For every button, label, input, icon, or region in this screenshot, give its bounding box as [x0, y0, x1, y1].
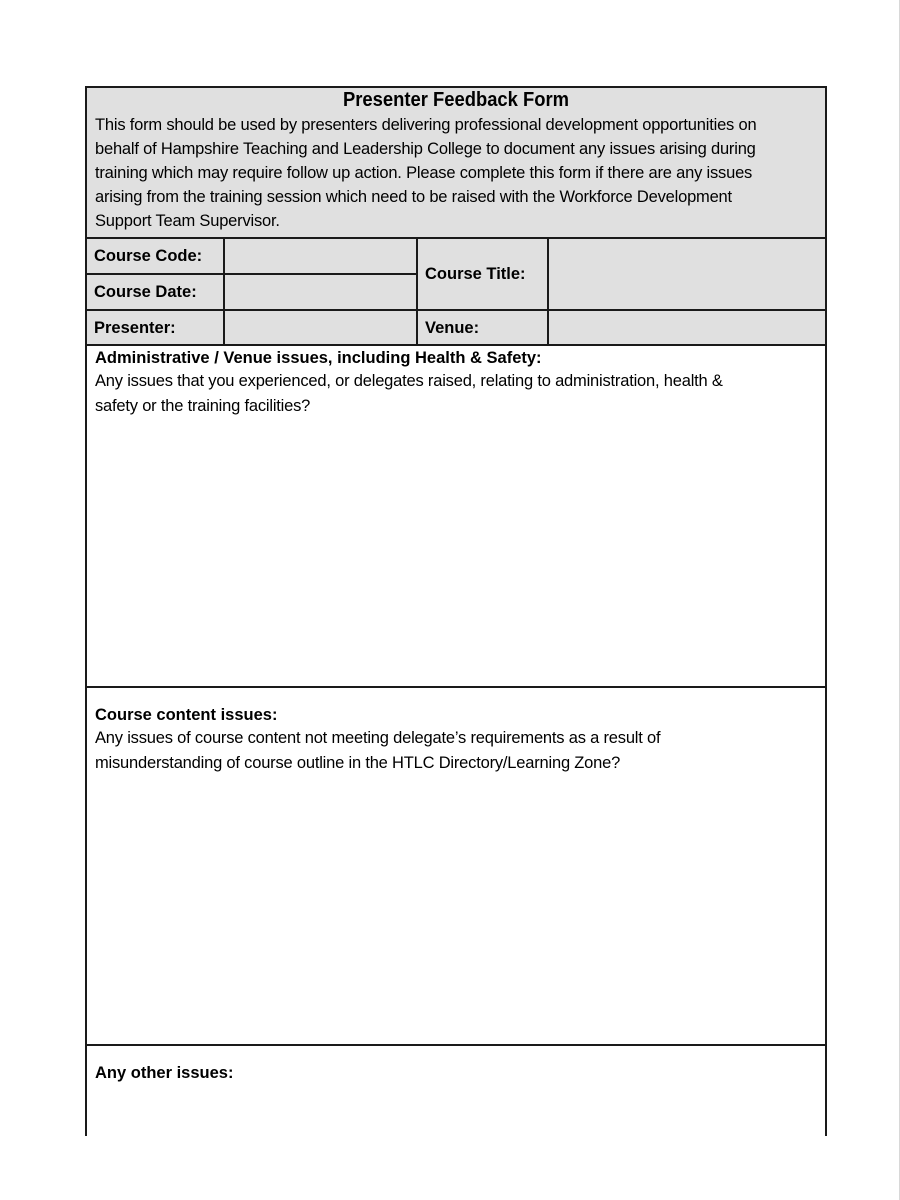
section-heading: Course content issues: [95, 706, 278, 724]
admin-venue-issues-section[interactable] [87, 346, 825, 688]
section-heading: Administrative / Venue issues, including Health & Safety: [95, 349, 542, 367]
instructions-line: arising from the training session which need to be raised with the Workforce Development [95, 188, 732, 206]
instructions-line: behalf of Hampshire Teaching and Leadership College to document any issues arising during [95, 140, 756, 158]
instructions-line: Support Team Supervisor. [95, 212, 280, 230]
prompt-line: misunderstanding of course outline in the HTLC Directory/Learning Zone? [95, 754, 621, 772]
course-info-grid [87, 239, 825, 346]
course-title-field[interactable] [550, 239, 825, 309]
grid-divider [87, 273, 418, 275]
other-issues-section[interactable] [87, 1046, 825, 1136]
venue-field[interactable] [550, 311, 825, 346]
grid-divider [416, 239, 418, 346]
feedback-form [85, 86, 827, 1136]
section-prompt [95, 369, 817, 419]
grid-divider [223, 239, 225, 346]
grid-divider [547, 239, 549, 346]
form-instructions [95, 113, 817, 233]
course-date-field[interactable] [225, 275, 417, 310]
course-code-label: Course Code: [94, 247, 203, 265]
section-prompt [95, 726, 817, 776]
course-title-label: Course Title: [425, 264, 526, 283]
form-title: Presenter Feedback Form [342, 89, 570, 111]
instructions-line: This form should be used by presenters delivering professional development opportunities on [95, 116, 757, 134]
grid-divider [87, 309, 827, 311]
venue-label: Venue: [425, 319, 480, 337]
presenter-label: Presenter: [94, 319, 176, 337]
prompt-line: safety or the training facilities? [95, 397, 311, 415]
prompt-line: Any issues of course content not meeting delegate’s requirements as a result of [95, 729, 661, 747]
prompt-line: Any issues that you experienced, or delegates raised, relating to administration, health & [95, 372, 723, 390]
instructions-line: training which may require follow up action. Please complete this form if there are any issues [95, 164, 753, 182]
course-content-issues-section[interactable] [87, 688, 825, 1046]
presenter-field[interactable] [225, 311, 417, 346]
course-date-label: Course Date: [94, 283, 197, 301]
form-header [87, 88, 825, 239]
section-heading: Any other issues: [95, 1064, 234, 1082]
course-code-field[interactable] [225, 239, 417, 274]
